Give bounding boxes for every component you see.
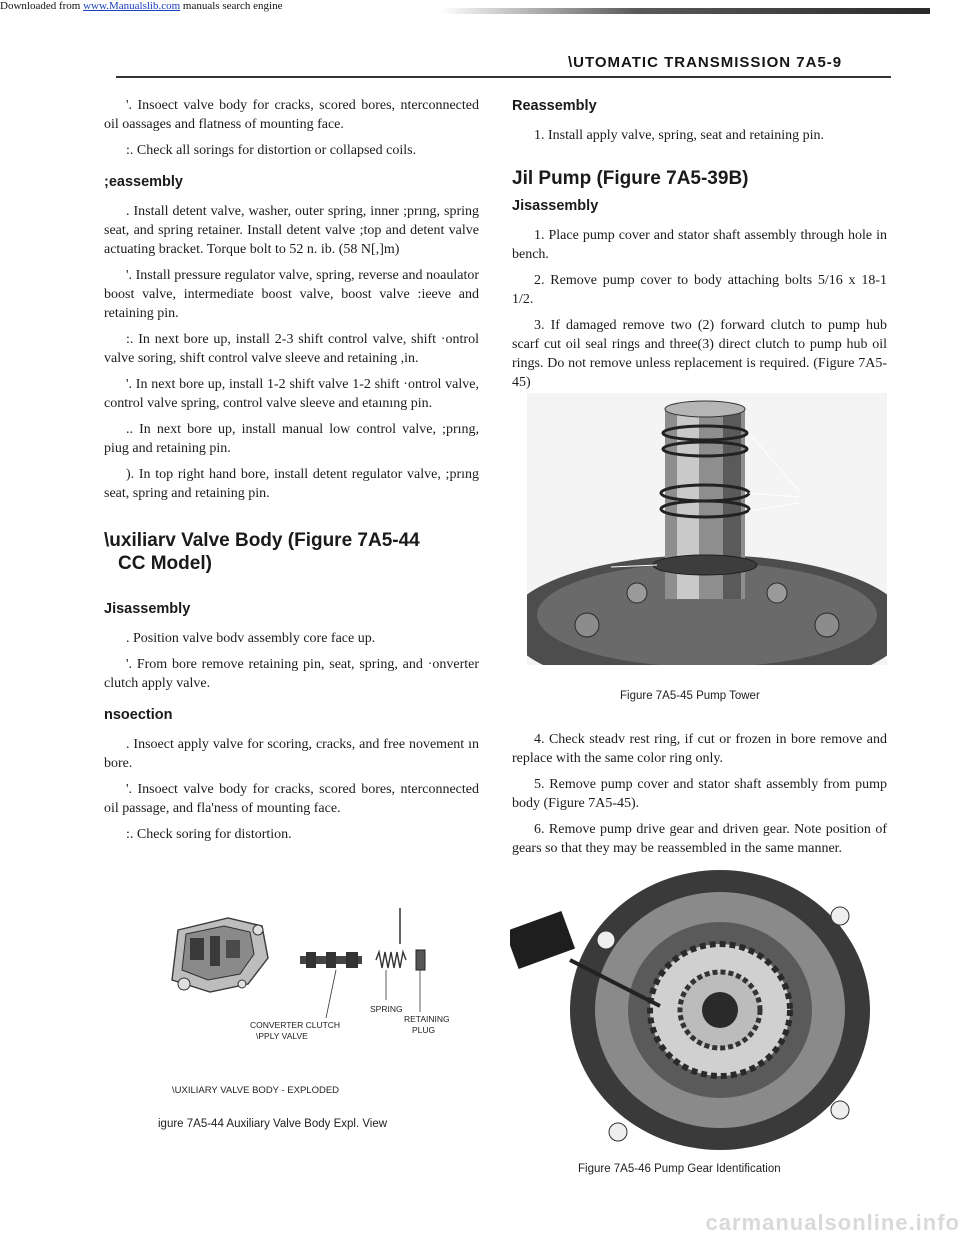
paragraph: . Insoect apply valve for scoring, cracks, and free novement ın bore. [104, 737, 479, 771]
label-rings: RINGS [803, 507, 832, 517]
label-rest: REST [567, 560, 592, 570]
aux-valve-heading [104, 529, 479, 575]
paragraph: :. Check soring for distortion. [126, 827, 292, 842]
paragraph: '. Insoect valve body for cracks, scored bores, nterconnected oil passage, and fla'ness of mounting face. [104, 782, 479, 816]
label-steady: STEADY [567, 549, 604, 559]
paragraph: '. Insoect valve body for cracks, scored bores, nterconnected oil oassages and flatness of mounting face. [104, 98, 479, 132]
right-disassembly-heading: Jisassembly [512, 198, 599, 214]
label-oil-seal: OIL SEAL [803, 496, 843, 506]
paragraph: '. In next bore up, install 1-2 shift valve 1-2 shift ·ontrol valve, control valve spring, control valve sleeve and etaınıng pin. [104, 377, 479, 411]
paragraph: '. Install pressure regulator valve, spring, reverse and noaulator boost valve, intermediate boost valve, boost valve :ieeve and retaining pin. [104, 268, 479, 321]
figure-45-caption: Figure 7A5-45 Pump Tower [620, 690, 760, 702]
pump-gear-photo [510, 860, 900, 1150]
paragraph: .. In next bore up, install manual low control valve, ;prıng, piug and retaining pin. [104, 422, 479, 456]
paragraph: 2. Remove pump cover to body attaching bolts 5/16 x 18-1 1/2. [512, 273, 887, 307]
aux-valve-heading-line1: \uxiliarv Valve Body (Figure 7A5-44 [104, 530, 420, 551]
paragraph: . Install detent valve, washer, outer spring, inner ;prıng, spring seat, and spring retainer. Install detent valve ;top and detent valve actuating bracket. Torque bolt to 52 n. ib. (58 N[,]m) [104, 204, 479, 257]
figure-44-subtitle: \UXILIARY VALVE BODY - EXPLODED [172, 1085, 340, 1096]
paragraph: '. From bore remove retaining pin, seat, spring, and ·onverter clutch apply valve. [104, 657, 479, 691]
right-reassembly-heading: Reassembly [512, 98, 597, 114]
right-column [512, 96, 887, 399]
pump-tower-photo [527, 393, 887, 665]
label-scarf-cut: SCARF CUT [803, 485, 855, 495]
label-apply-valve: \PPLY VALVE [256, 1031, 308, 1041]
paragraph: :. Check all sorings for distortion or collapsed coils. [126, 143, 417, 158]
label-retaining: RETAINING [404, 1014, 450, 1024]
label-plug: PLUG [412, 1025, 436, 1035]
right-column-continued [512, 730, 887, 865]
figure-7a5-46-photo [510, 860, 900, 1150]
label-converter-clutch: CONVERTER CLUTCH [250, 1020, 341, 1030]
oil-pump-heading: Jil Pump (Figure 7A5-39B) [512, 168, 749, 189]
header-rule [116, 76, 891, 78]
paragraph: . Position valve bodv assembly core face up. [126, 631, 376, 646]
reassembly-heading: ;eassembly [104, 174, 183, 190]
download-banner [0, 0, 282, 12]
figure-46-caption: Figure 7A5-46 Pump Gear Identification [578, 1163, 781, 1175]
figure-44-caption: igure 7A5-44 Auxiliary Valve Body Expl. View [158, 1118, 388, 1130]
paragraph: 5. Remove pump cover and stator shaft assembly from pump body (Figure 7A5-45). [512, 777, 887, 811]
paragraph: 1. Place pump cover and stator shaft assembly through hole in bench. [512, 228, 887, 262]
scan-top-bar [440, 8, 930, 14]
page-header-title: \UTOMATIC TRANSMISSION 7A5-9 [568, 54, 843, 71]
left-column [104, 96, 479, 851]
figure-7a5-44 [150, 900, 480, 1060]
paragraph: ). In top right hand bore, install detent regulator valve, ;prıng seat, spring and retaining pin. [104, 467, 479, 501]
manualslib-link[interactable]: www.Manualslib.com [83, 0, 181, 12]
paragraph: 4. Check steadv rest ring, if cut or frozen in bore remove and replace with the same color ring only. [512, 732, 887, 766]
label-spring: SPRING [370, 1004, 403, 1014]
inspection-heading: nsoection [104, 707, 173, 723]
paragraph: 6. Remove pump drive gear and driven gear. Note position of gears so that they may be reassembled in the same manner. [512, 822, 887, 856]
paragraph: 3. If damaged remove two (2) forward clutch to pump hub scarf cut oil seal rings and three(3) direct clutch to pump hub oil rings. Do not remove unless replacement is required. (Figure 7A5-45) [512, 318, 887, 390]
aux-valve-body-exploded-illustration [150, 900, 480, 1060]
download-prefix: Downloaded from [0, 0, 84, 12]
disassembly-heading: Jisassembly [104, 601, 191, 617]
paragraph: :. In next bore up, install 2-3 shift control valve, shift ·ontrol valve soring, shift control valve sleeve and retaining ,in. [104, 332, 479, 366]
paragraph: 1. Install apply valve, spring, seat and retaining pin. [534, 128, 825, 143]
watermark-text: carmanualsonline.info [705, 1210, 960, 1235]
figure-7a5-45-photo [527, 393, 887, 665]
download-suffix: manuals search engine [180, 0, 283, 12]
aux-valve-heading-line2: CC Model) [118, 553, 212, 574]
